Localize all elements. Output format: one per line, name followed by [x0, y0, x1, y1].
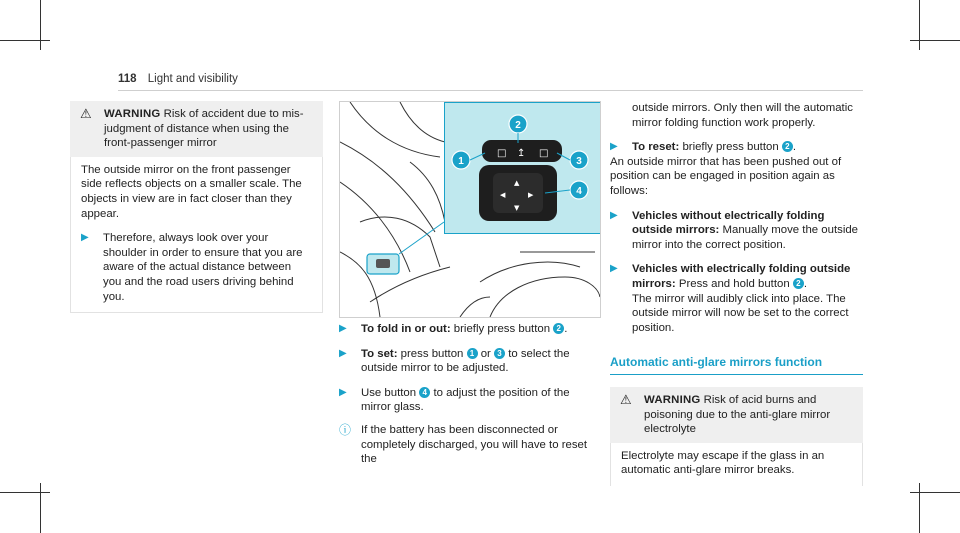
- warning-header: [610, 387, 863, 443]
- mirror-control-figure: [339, 101, 601, 318]
- right-mirror-icon: □: [539, 148, 549, 159]
- step-text: to select the outside mirror to be adjusted.: [361, 347, 570, 375]
- warning-box-right: [610, 387, 863, 486]
- step-label: To set:: [361, 347, 398, 360]
- step-adjust: [339, 386, 601, 415]
- step-label: To fold in or out:: [361, 323, 451, 335]
- warning-body: [70, 157, 323, 313]
- arrow-icon: ▶: [610, 209, 618, 221]
- callout-2: 2: [515, 120, 521, 131]
- fold-icon: ↥: [517, 148, 526, 159]
- info-note: [339, 423, 601, 467]
- callout-4: 4: [576, 186, 582, 197]
- warning-box-left: [70, 101, 323, 313]
- step-text: briefly press button: [682, 141, 779, 154]
- middle-steps: [339, 322, 601, 467]
- step-fold: ▶ To fold in or out: briefly press button 2 .: [339, 323, 568, 335]
- up-arrow-icon: ▲: [514, 179, 520, 187]
- reset-paragraph: An outside mirror that has been pushed out of position can be engaged in position again as follows:: [610, 155, 842, 197]
- warning-triangle-icon: ⚠: [620, 391, 632, 407]
- callout-1: 1: [458, 156, 464, 167]
- crop-mark: [40, 0, 41, 50]
- right-arrow-icon: ▶: [528, 191, 534, 199]
- step-set: [339, 347, 601, 376]
- warning-text: Risk of acid burns and poisoning due to the anti-glare mirror electrolyte: [644, 393, 831, 436]
- button-number-badge: 2: [553, 323, 564, 334]
- continued-text: outside mirrors. Only then will the automatic mirror folding function work properly.: [632, 102, 853, 129]
- option-manual: [610, 209, 863, 253]
- left-mirror-icon: □: [497, 148, 507, 159]
- arrow-icon: ▶: [81, 232, 89, 244]
- callout-3: 3: [576, 156, 582, 167]
- crop-mark: [0, 492, 50, 493]
- warning-title: WARNING: [644, 393, 701, 406]
- step-text: to adjust the position of the mirror glass.: [361, 386, 570, 414]
- option-text: The mirror will audibly click into place. The outside mirror will now be set to the correct position.: [632, 292, 849, 334]
- button-number-badge: 4: [419, 387, 430, 398]
- arrow-icon: ▶: [610, 141, 618, 153]
- crop-mark: [919, 0, 920, 50]
- info-icon: ⓘ: [339, 422, 352, 437]
- crop-mark: [919, 483, 920, 533]
- step-text: press button: [400, 347, 464, 360]
- button-number-badge: 1: [467, 348, 478, 359]
- warning-body: Electrolyte may escape if the glass in an automatic anti-glare mirror breaks.: [610, 443, 863, 486]
- step-text: briefly press button: [453, 323, 551, 335]
- page-header: [118, 73, 238, 85]
- header-rule: [118, 90, 863, 91]
- warning-bullet-text: Therefore, always look over your shoulder in order to ensure that you are aware of the actual distance between you and the road users driving behind you.: [103, 232, 303, 303]
- warning-paragraph: The outside mirror on the front passenger side reflects objects on a smaller scale. The objects in view are in fact closer than they appear.: [81, 163, 302, 220]
- button-number-badge: 2: [782, 141, 793, 152]
- option-electric: ▶ Vehicles with electrically folding outside mirrors: Press and hold button 2 . The mirror will audibly click into place. The outside mirror will now be set to the correct position.: [610, 263, 851, 334]
- step-label: To reset:: [632, 141, 680, 154]
- mirror-switch-closeup: [445, 103, 601, 233]
- arrow-icon: ▶: [339, 386, 347, 398]
- warning-triangle-icon: ⚠: [80, 106, 92, 121]
- button-number-badge: 2: [793, 278, 804, 289]
- option-text: Press and hold button: [678, 277, 790, 290]
- down-arrow-icon: ▼: [514, 204, 520, 212]
- crop-mark: [910, 492, 960, 493]
- option-label: Vehicles without electrically folding outside mirrors:: [632, 209, 825, 237]
- zoom-panel: [444, 102, 601, 234]
- warning-title: WARNING: [104, 108, 161, 120]
- option-label: Vehicles with electrically folding outside mirrors:: [632, 263, 851, 290]
- crop-mark: [40, 483, 41, 533]
- section-title: Automatic anti-glare mirrors function: [610, 355, 863, 375]
- right-column: [610, 101, 863, 486]
- step-reset: ▶ To reset: briefly press button 2 .: [610, 141, 797, 154]
- left-arrow-icon: ◀: [500, 191, 506, 199]
- step-text: or: [480, 347, 491, 360]
- warning-text: Risk of accident due to mis-judgment of distance when using the front-passenger mirror: [104, 108, 304, 150]
- crop-mark: [0, 40, 50, 41]
- arrow-icon: ▶: [610, 263, 618, 275]
- note-text: If the battery has been disconnected or completely discharged, you will have to reset the: [361, 423, 588, 466]
- button-number-badge: 3: [494, 348, 505, 359]
- section-name: Light and visibility: [147, 73, 238, 85]
- warning-header: [70, 101, 323, 157]
- option-text: Manually move the outside mirror into the correct position.: [632, 224, 859, 251]
- arrow-icon: ▶: [339, 323, 347, 334]
- arrow-icon: ▶: [339, 347, 347, 359]
- warning-bullet: [81, 231, 312, 304]
- page-number: 118: [118, 73, 137, 85]
- step-text: Use button: [361, 386, 417, 399]
- crop-mark: [910, 40, 960, 41]
